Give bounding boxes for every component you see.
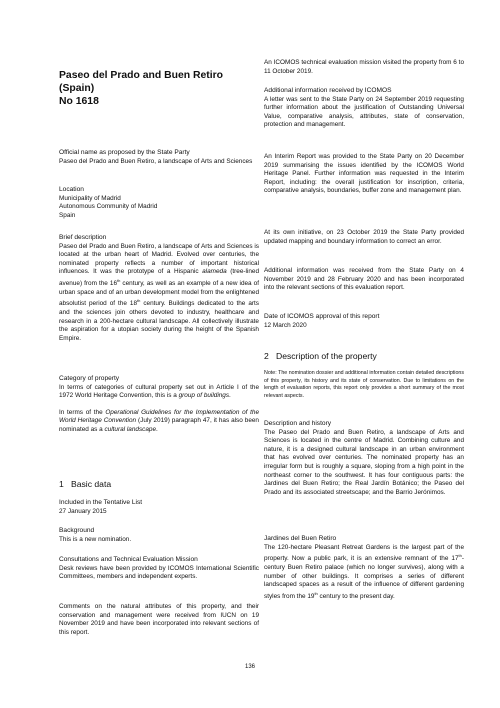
consultations-label: Consultations and Technical Evaluation Mission (59, 556, 198, 563)
approval-label: Date of ICOMOS approval of this report (264, 313, 380, 320)
mission-text: An ICOMOS technical evaluation mission visited the property from 6 to 11 October 2019. (264, 59, 464, 75)
superscript: th (137, 298, 141, 304)
background-block (59, 527, 259, 544)
received-text: Additional information was received from the State Party on 4 November 2019 and 28 February 2020 and has been incorporated into the relevant sections of this evaluation report. (264, 267, 464, 292)
tentative-date: 27 January 2015 (59, 507, 107, 515)
text-run: century to the present day. (317, 592, 395, 600)
category-block (59, 375, 259, 435)
category-text (59, 384, 259, 401)
title-line: Paseo del Prado and Buen Retiro (59, 70, 223, 81)
title-line: (Spain) (59, 83, 95, 94)
section-1-heading (59, 479, 259, 489)
category-label: Category of property (59, 375, 120, 382)
superscript: th (314, 590, 318, 596)
tentative-label: Included in the Tentative List (59, 499, 143, 506)
brief-description-text (59, 243, 259, 344)
location-line: Municipality of Madrid (59, 194, 121, 202)
location-line: Spain (59, 211, 76, 219)
italic-term: alameda (202, 268, 227, 276)
italic-term: Operational Guidelines for the Implementation of the World Heritage Convention (59, 408, 260, 425)
section-number: 2 (264, 351, 269, 361)
text-run: (July 2019) paragraph 47, it has also been nominated as a (59, 417, 259, 433)
own-initiative-block (264, 229, 464, 246)
note-text: Note: The nomination dossier and additional information contain detailed descriptions of this property, its history and its state of conservation. Due to limitations on the length of evaluation reports, this report only provides a short summary of the most relevant aspects. (264, 370, 464, 399)
text-run: In terms of the (59, 408, 106, 416)
italic-term: cultural landscape (104, 425, 156, 433)
consultations-block (59, 556, 259, 582)
approval-date: 12 March 2020 (264, 321, 307, 329)
section-heading: Basic data (71, 479, 112, 489)
official-name-label: Official name as proposed by the State Party (59, 149, 190, 156)
tentative-block (59, 499, 259, 516)
location-label: Location (59, 186, 84, 193)
text-run: century, as well as an example of a new idea of urban space and of an urban development model from the enlightened absolutist period of the 18 (59, 280, 259, 308)
consultations-text: Desk reviews have been provided by ICOMOS International Scientific Committees, members and independent experts. (59, 564, 259, 581)
text-run: . (156, 425, 158, 433)
italic-term: group of buildings (178, 392, 230, 400)
text-run: . (229, 392, 231, 400)
additional-info-label: Additional information received by ICOMOS (264, 87, 392, 94)
text-run: The 120-hectare Pleasant Retreat Gardens is the largest part of the property. Now a public park, it is an extensive remnant of the 17 (264, 543, 464, 563)
official-name-text: Paseo del Prado and Buen Retiro, a landscape of Arts and Sciences (59, 157, 253, 165)
description-label: Description and history (264, 420, 332, 427)
background-text: This is a new nomination. (59, 535, 132, 543)
jardines-block (264, 535, 464, 601)
received-block (264, 267, 464, 293)
additional-info-block (264, 87, 464, 130)
jardines-label: Jardines del Buen Retiro (264, 535, 337, 542)
background-label: Background (59, 527, 95, 534)
section-2-heading (264, 351, 464, 361)
text-run: In terms of categories of cultural property set out in Article I of the 1972 World Heritage Convention, this is a (59, 383, 259, 400)
note-block (264, 370, 464, 400)
approval-block (264, 313, 464, 330)
interim-block (264, 153, 464, 196)
interim-text: An Interim Report was provided to the State Party on 20 December 2019 summarising the issues identified by the ICOMOS World Heritage Panel. Further information was requested in the Interim Report, including: the overall justification for inscription, criteria, comparative analysis, boundaries, buffer zone and management plan. (264, 153, 464, 195)
superscript: th (458, 553, 462, 559)
text-run: -century Buen Retiro palace (which no longer survives), along with a number of other buildings. It comprises a series of different landscaped spaces as a result of the influence of different gardening styles from the 19 (264, 555, 464, 600)
title-line: No 1618 (59, 96, 99, 107)
page-number: 136 (244, 664, 255, 670)
mission-block (264, 59, 464, 76)
category-text-2 (59, 409, 259, 435)
own-initiative-text: At its own initiative, on 23 October 2019 the State Party provided updated mapping and boundary information to correct an error. (264, 229, 464, 245)
natural-attributes-text: Comments on the natural attributes of this property, and their conservation and management were received from IUCN on 19 November 2019 and have been incorporated into relevant sections of this report. (59, 603, 259, 636)
section-number: 1 (59, 479, 64, 489)
text-run: Paseo del Prado and Buen Retiro, a landscape of Arts and Sciences is located at the urban heart of Madrid. Evolved over centuries, the nominated property reflects a number of important historical influences. It was the prototype of a Hispanic (59, 242, 259, 276)
natural-attributes-block (59, 603, 259, 637)
location-block (59, 186, 259, 220)
brief-description-block (59, 234, 259, 343)
superscript: th (117, 277, 121, 283)
brief-description-label: Brief description (59, 234, 107, 241)
page-title (59, 69, 259, 108)
text-run: (tree-lined avenue) from the 16 (59, 268, 260, 288)
section-heading: Description of the property (276, 351, 377, 361)
text-run: century. Buildings dedicated to the arts and the sciences join others devoted to industry, healthcare and research in a 200-hectare cultural landscape. All collectively illustrate the aspiration for a utopian society during the height of the Spanish Empire. (59, 300, 259, 342)
official-name-block (59, 149, 259, 166)
jardines-text (264, 544, 464, 602)
description-text: The Paseo del Prado and Buen Retiro, a landscape of Arts and Sciences is located in the centre of Madrid. Combining culture and nature, it is a designed cultural landscape in an urban environment that has evolved over centuries. The nominated property has an irregular form but is roughly a square, sloping from a high point in the northeast corner to the southwest. It has four contiguous parts: the Jardines del Buen Retiro; the Real Jardín Botánico; the Paseo del Prado and its associated streetscape; and the Barrio Jerónimos. (264, 428, 464, 496)
description-block (264, 420, 464, 497)
letter-text: A letter was sent to the State Party on 24 September 2019 requesting further information about the justification of Outstanding Universal Value, comparative analysis, attributes, state of conservation, protection and management. (264, 95, 464, 129)
location-line: Autonomous Community of Madrid (59, 203, 158, 211)
